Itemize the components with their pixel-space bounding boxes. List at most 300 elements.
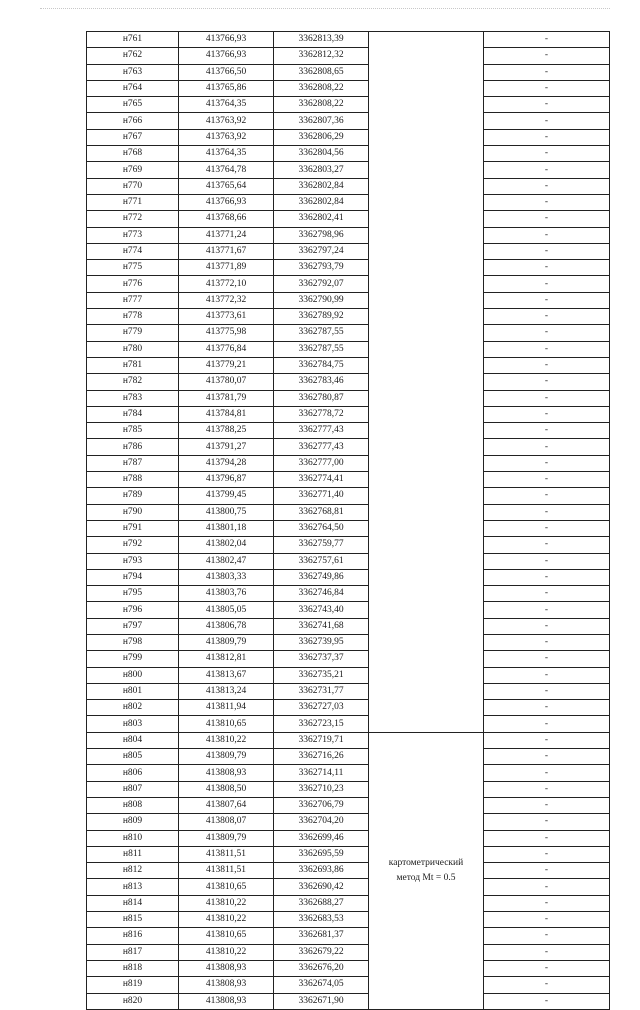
- error-cell: -: [484, 586, 610, 602]
- error-cell: -: [484, 993, 610, 1009]
- x-coordinate-cell: 413768,66: [179, 211, 274, 227]
- y-coordinate-cell: 3362808,22: [274, 80, 369, 96]
- x-coordinate-cell: 413802,47: [179, 553, 274, 569]
- error-cell: -: [484, 830, 610, 846]
- x-coordinate-cell: 413764,35: [179, 97, 274, 113]
- error-cell: -: [484, 863, 610, 879]
- x-coordinate-cell: 413772,32: [179, 292, 274, 308]
- point-number-cell: н764: [87, 80, 179, 96]
- point-number-cell: н761: [87, 32, 179, 48]
- table-row: [87, 830, 610, 846]
- point-number-cell: н784: [87, 406, 179, 422]
- table-row: [87, 797, 610, 813]
- error-cell: -: [484, 64, 610, 80]
- y-coordinate-cell: 3362671,90: [274, 993, 369, 1009]
- table-row: [87, 602, 610, 618]
- table-row: [87, 97, 610, 113]
- y-coordinate-cell: 3362787,55: [274, 341, 369, 357]
- y-coordinate-cell: 3362681,37: [274, 928, 369, 944]
- table-row: [87, 993, 610, 1009]
- coordinates-table: [86, 31, 610, 1010]
- point-number-cell: н813: [87, 879, 179, 895]
- point-number-cell: н805: [87, 749, 179, 765]
- error-cell: -: [484, 97, 610, 113]
- error-cell: -: [484, 879, 610, 895]
- y-coordinate-cell: 3362674,05: [274, 977, 369, 993]
- x-coordinate-cell: 413813,67: [179, 667, 274, 683]
- point-number-cell: н806: [87, 765, 179, 781]
- table-row: [87, 732, 610, 748]
- x-coordinate-cell: 413809,79: [179, 634, 274, 650]
- x-coordinate-cell: 413788,25: [179, 423, 274, 439]
- point-number-cell: н810: [87, 830, 179, 846]
- x-coordinate-cell: 413807,64: [179, 797, 274, 813]
- x-coordinate-cell: 413765,86: [179, 80, 274, 96]
- scan-edge-artifact: [40, 8, 610, 13]
- x-coordinate-cell: 413773,61: [179, 309, 274, 325]
- point-number-cell: н803: [87, 716, 179, 732]
- point-number-cell: н797: [87, 618, 179, 634]
- y-coordinate-cell: 3362777,43: [274, 423, 369, 439]
- point-number-cell: н816: [87, 928, 179, 944]
- y-coordinate-cell: 3362723,15: [274, 716, 369, 732]
- y-coordinate-cell: 3362710,23: [274, 781, 369, 797]
- y-coordinate-cell: 3362808,22: [274, 97, 369, 113]
- error-cell: -: [484, 765, 610, 781]
- point-number-cell: н765: [87, 97, 179, 113]
- x-coordinate-cell: 413776,84: [179, 341, 274, 357]
- y-coordinate-cell: 3362679,22: [274, 944, 369, 960]
- x-coordinate-cell: 413803,33: [179, 569, 274, 585]
- x-coordinate-cell: 413772,10: [179, 276, 274, 292]
- error-cell: -: [484, 32, 610, 48]
- y-coordinate-cell: 3362764,50: [274, 520, 369, 536]
- y-coordinate-cell: 3362699,46: [274, 830, 369, 846]
- x-coordinate-cell: 413810,65: [179, 928, 274, 944]
- point-number-cell: н799: [87, 651, 179, 667]
- x-coordinate-cell: 413763,92: [179, 113, 274, 129]
- error-cell: -: [484, 80, 610, 96]
- point-number-cell: н812: [87, 863, 179, 879]
- table-row: [87, 879, 610, 895]
- y-coordinate-cell: 3362792,07: [274, 276, 369, 292]
- error-cell: -: [484, 309, 610, 325]
- error-cell: -: [484, 146, 610, 162]
- table-row: [87, 276, 610, 292]
- point-number-cell: н804: [87, 732, 179, 748]
- table-row: [87, 472, 610, 488]
- y-coordinate-cell: 3362790,99: [274, 292, 369, 308]
- error-cell: -: [484, 374, 610, 390]
- y-coordinate-cell: 3362695,59: [274, 846, 369, 862]
- error-cell: -: [484, 781, 610, 797]
- point-number-cell: н796: [87, 602, 179, 618]
- method-cell-group-2: [369, 732, 484, 1009]
- table-row: [87, 227, 610, 243]
- table-row: [87, 912, 610, 928]
- x-coordinate-cell: 413765,64: [179, 178, 274, 194]
- y-coordinate-cell: 3362739,95: [274, 634, 369, 650]
- y-coordinate-cell: 3362806,29: [274, 129, 369, 145]
- table-row: [87, 863, 610, 879]
- point-number-cell: н768: [87, 146, 179, 162]
- x-coordinate-cell: 413766,93: [179, 194, 274, 210]
- point-number-cell: н789: [87, 488, 179, 504]
- table-row: [87, 716, 610, 732]
- table-row: [87, 683, 610, 699]
- point-number-cell: н770: [87, 178, 179, 194]
- y-coordinate-cell: 3362807,36: [274, 113, 369, 129]
- point-number-cell: н800: [87, 667, 179, 683]
- table-row: [87, 618, 610, 634]
- table-row: [87, 194, 610, 210]
- table-row: [87, 520, 610, 536]
- x-coordinate-cell: 413812,81: [179, 651, 274, 667]
- table-row: [87, 390, 610, 406]
- error-cell: -: [484, 439, 610, 455]
- table-row: [87, 749, 610, 765]
- table-row: [87, 634, 610, 650]
- y-coordinate-cell: 3362714,11: [274, 765, 369, 781]
- point-number-cell: н798: [87, 634, 179, 650]
- table-row: [87, 178, 610, 194]
- y-coordinate-cell: 3362716,26: [274, 749, 369, 765]
- x-coordinate-cell: 413808,07: [179, 814, 274, 830]
- x-coordinate-cell: 413779,21: [179, 357, 274, 373]
- table-row: [87, 162, 610, 178]
- table-row: [87, 64, 610, 80]
- y-coordinate-cell: 3362798,96: [274, 227, 369, 243]
- method-accuracy-text: метод Mt = 0.5: [396, 872, 456, 883]
- y-coordinate-cell: 3362741,68: [274, 618, 369, 634]
- method-cell-group-1: [369, 32, 484, 733]
- y-coordinate-cell: 3362793,79: [274, 260, 369, 276]
- x-coordinate-cell: 413799,45: [179, 488, 274, 504]
- point-number-cell: н808: [87, 797, 179, 813]
- error-cell: -: [484, 716, 610, 732]
- error-cell: -: [484, 700, 610, 716]
- y-coordinate-cell: 3362778,72: [274, 406, 369, 422]
- error-cell: -: [484, 260, 610, 276]
- y-coordinate-cell: 3362749,86: [274, 569, 369, 585]
- table-row: [87, 309, 610, 325]
- x-coordinate-cell: 413805,05: [179, 602, 274, 618]
- table-row: [87, 765, 610, 781]
- y-coordinate-cell: 3362808,65: [274, 64, 369, 80]
- error-cell: -: [484, 667, 610, 683]
- table-row: [87, 586, 610, 602]
- y-coordinate-cell: 3362690,42: [274, 879, 369, 895]
- x-coordinate-cell: 413813,24: [179, 683, 274, 699]
- table-row: [87, 260, 610, 276]
- x-coordinate-cell: 413809,79: [179, 830, 274, 846]
- x-coordinate-cell: 413780,07: [179, 374, 274, 390]
- error-cell: -: [484, 113, 610, 129]
- x-coordinate-cell: 413781,79: [179, 390, 274, 406]
- y-coordinate-cell: 3362731,77: [274, 683, 369, 699]
- error-cell: -: [484, 504, 610, 520]
- x-coordinate-cell: 413802,04: [179, 537, 274, 553]
- table-row: [87, 977, 610, 993]
- y-coordinate-cell: 3362813,39: [274, 32, 369, 48]
- x-coordinate-cell: 413766,93: [179, 48, 274, 64]
- table-row: [87, 944, 610, 960]
- x-coordinate-cell: 413810,22: [179, 732, 274, 748]
- point-number-cell: н788: [87, 472, 179, 488]
- y-coordinate-cell: 3362789,92: [274, 309, 369, 325]
- y-coordinate-cell: 3362743,40: [274, 602, 369, 618]
- error-cell: -: [484, 211, 610, 227]
- x-coordinate-cell: 413771,67: [179, 243, 274, 259]
- table-row: [87, 243, 610, 259]
- error-cell: -: [484, 423, 610, 439]
- x-coordinate-cell: 413771,89: [179, 260, 274, 276]
- y-coordinate-cell: 3362746,84: [274, 586, 369, 602]
- x-coordinate-cell: 413810,22: [179, 895, 274, 911]
- error-cell: -: [484, 227, 610, 243]
- x-coordinate-cell: 413796,87: [179, 472, 274, 488]
- point-number-cell: н769: [87, 162, 179, 178]
- y-coordinate-cell: 3362803,27: [274, 162, 369, 178]
- point-number-cell: н814: [87, 895, 179, 911]
- point-number-cell: н779: [87, 325, 179, 341]
- y-coordinate-cell: 3362771,40: [274, 488, 369, 504]
- point-number-cell: н781: [87, 357, 179, 373]
- x-coordinate-cell: 413810,65: [179, 879, 274, 895]
- error-cell: -: [484, 406, 610, 422]
- error-cell: -: [484, 472, 610, 488]
- error-cell: -: [484, 732, 610, 748]
- point-number-cell: н815: [87, 912, 179, 928]
- point-number-cell: н794: [87, 569, 179, 585]
- point-number-cell: н785: [87, 423, 179, 439]
- table-row: [87, 928, 610, 944]
- point-number-cell: н777: [87, 292, 179, 308]
- x-coordinate-cell: 413808,93: [179, 960, 274, 976]
- point-number-cell: н780: [87, 341, 179, 357]
- y-coordinate-cell: 3362693,86: [274, 863, 369, 879]
- point-number-cell: н793: [87, 553, 179, 569]
- point-number-cell: н776: [87, 276, 179, 292]
- x-coordinate-cell: 413764,35: [179, 146, 274, 162]
- error-cell: -: [484, 797, 610, 813]
- x-coordinate-cell: 413810,22: [179, 944, 274, 960]
- error-cell: -: [484, 944, 610, 960]
- x-coordinate-cell: 413809,79: [179, 749, 274, 765]
- x-coordinate-cell: 413808,50: [179, 781, 274, 797]
- point-number-cell: н809: [87, 814, 179, 830]
- table-row: [87, 325, 610, 341]
- method-name-text: картометрический: [388, 857, 464, 868]
- error-cell: -: [484, 928, 610, 944]
- error-cell: -: [484, 390, 610, 406]
- point-number-cell: н767: [87, 129, 179, 145]
- table-row: [87, 146, 610, 162]
- error-cell: -: [484, 194, 610, 210]
- x-coordinate-cell: 413766,50: [179, 64, 274, 80]
- point-number-cell: н818: [87, 960, 179, 976]
- table-row: [87, 895, 610, 911]
- error-cell: -: [484, 48, 610, 64]
- x-coordinate-cell: 413791,27: [179, 439, 274, 455]
- x-coordinate-cell: 413766,93: [179, 32, 274, 48]
- point-number-cell: н807: [87, 781, 179, 797]
- x-coordinate-cell: 413806,78: [179, 618, 274, 634]
- y-coordinate-cell: 3362735,21: [274, 667, 369, 683]
- point-number-cell: н773: [87, 227, 179, 243]
- table-row: [87, 406, 610, 422]
- x-coordinate-cell: 413810,65: [179, 716, 274, 732]
- point-number-cell: н802: [87, 700, 179, 716]
- y-coordinate-cell: 3362759,77: [274, 537, 369, 553]
- y-coordinate-cell: 3362780,87: [274, 390, 369, 406]
- error-cell: -: [484, 357, 610, 373]
- table-row: [87, 439, 610, 455]
- error-cell: -: [484, 243, 610, 259]
- error-cell: -: [484, 129, 610, 145]
- error-cell: -: [484, 455, 610, 471]
- table-row: [87, 700, 610, 716]
- error-cell: -: [484, 683, 610, 699]
- table-row: [87, 488, 610, 504]
- y-coordinate-cell: 3362777,43: [274, 439, 369, 455]
- y-coordinate-cell: 3362783,46: [274, 374, 369, 390]
- point-number-cell: н772: [87, 211, 179, 227]
- error-cell: -: [484, 178, 610, 194]
- error-cell: -: [484, 520, 610, 536]
- y-coordinate-cell: 3362802,41: [274, 211, 369, 227]
- table-row: [87, 341, 610, 357]
- error-cell: -: [484, 618, 610, 634]
- y-coordinate-cell: 3362737,37: [274, 651, 369, 667]
- y-coordinate-cell: 3362706,79: [274, 797, 369, 813]
- error-cell: -: [484, 912, 610, 928]
- y-coordinate-cell: 3362727,03: [274, 700, 369, 716]
- x-coordinate-cell: 413763,92: [179, 129, 274, 145]
- x-coordinate-cell: 413775,98: [179, 325, 274, 341]
- error-cell: -: [484, 276, 610, 292]
- point-number-cell: н819: [87, 977, 179, 993]
- point-number-cell: н774: [87, 243, 179, 259]
- point-number-cell: н820: [87, 993, 179, 1009]
- y-coordinate-cell: 3362676,20: [274, 960, 369, 976]
- x-coordinate-cell: 413803,76: [179, 586, 274, 602]
- point-number-cell: н817: [87, 944, 179, 960]
- coordinates-table-body: [87, 32, 610, 1010]
- y-coordinate-cell: 3362804,56: [274, 146, 369, 162]
- table-row: [87, 32, 610, 48]
- error-cell: -: [484, 537, 610, 553]
- x-coordinate-cell: 413808,93: [179, 993, 274, 1009]
- table-row: [87, 504, 610, 520]
- table-row: [87, 113, 610, 129]
- y-coordinate-cell: 3362784,75: [274, 357, 369, 373]
- point-number-cell: н762: [87, 48, 179, 64]
- x-coordinate-cell: 413810,22: [179, 912, 274, 928]
- error-cell: -: [484, 341, 610, 357]
- x-coordinate-cell: 413808,93: [179, 765, 274, 781]
- table-row: [87, 667, 610, 683]
- point-number-cell: н790: [87, 504, 179, 520]
- point-number-cell: н791: [87, 520, 179, 536]
- table-row: [87, 960, 610, 976]
- y-coordinate-cell: 3362688,27: [274, 895, 369, 911]
- y-coordinate-cell: 3362797,24: [274, 243, 369, 259]
- error-cell: -: [484, 553, 610, 569]
- x-coordinate-cell: 413794,28: [179, 455, 274, 471]
- x-coordinate-cell: 413811,51: [179, 846, 274, 862]
- table-row: [87, 357, 610, 373]
- error-cell: -: [484, 325, 610, 341]
- error-cell: -: [484, 749, 610, 765]
- point-number-cell: н811: [87, 846, 179, 862]
- point-number-cell: н787: [87, 455, 179, 471]
- table-row: [87, 781, 610, 797]
- table-row: [87, 846, 610, 862]
- y-coordinate-cell: 3362787,55: [274, 325, 369, 341]
- x-coordinate-cell: 413801,18: [179, 520, 274, 536]
- y-coordinate-cell: 3362768,81: [274, 504, 369, 520]
- table-row: [87, 651, 610, 667]
- table-row: [87, 423, 610, 439]
- y-coordinate-cell: 3362777,00: [274, 455, 369, 471]
- y-coordinate-cell: 3362757,61: [274, 553, 369, 569]
- error-cell: -: [484, 977, 610, 993]
- error-cell: -: [484, 162, 610, 178]
- point-number-cell: н763: [87, 64, 179, 80]
- x-coordinate-cell: 413771,24: [179, 227, 274, 243]
- y-coordinate-cell: 3362719,71: [274, 732, 369, 748]
- point-number-cell: н792: [87, 537, 179, 553]
- table-row: [87, 80, 610, 96]
- y-coordinate-cell: 3362802,84: [274, 194, 369, 210]
- point-number-cell: н783: [87, 390, 179, 406]
- x-coordinate-cell: 413811,94: [179, 700, 274, 716]
- point-number-cell: н766: [87, 113, 179, 129]
- error-cell: -: [484, 602, 610, 618]
- table-row: [87, 211, 610, 227]
- table-row: [87, 374, 610, 390]
- point-number-cell: н782: [87, 374, 179, 390]
- x-coordinate-cell: 413800,75: [179, 504, 274, 520]
- table-row: [87, 48, 610, 64]
- point-number-cell: н775: [87, 260, 179, 276]
- y-coordinate-cell: 3362774,41: [274, 472, 369, 488]
- point-number-cell: н778: [87, 309, 179, 325]
- error-cell: -: [484, 292, 610, 308]
- error-cell: -: [484, 651, 610, 667]
- error-cell: -: [484, 488, 610, 504]
- error-cell: -: [484, 814, 610, 830]
- table-row: [87, 537, 610, 553]
- error-cell: -: [484, 634, 610, 650]
- x-coordinate-cell: 413764,78: [179, 162, 274, 178]
- y-coordinate-cell: 3362812,32: [274, 48, 369, 64]
- table-row: [87, 569, 610, 585]
- table-row: [87, 455, 610, 471]
- table-row: [87, 553, 610, 569]
- point-number-cell: н786: [87, 439, 179, 455]
- y-coordinate-cell: 3362704,20: [274, 814, 369, 830]
- table-row: [87, 292, 610, 308]
- error-cell: -: [484, 846, 610, 862]
- point-number-cell: н801: [87, 683, 179, 699]
- table-row: [87, 129, 610, 145]
- y-coordinate-cell: 3362683,53: [274, 912, 369, 928]
- table-row: [87, 814, 610, 830]
- error-cell: -: [484, 895, 610, 911]
- y-coordinate-cell: 3362802,84: [274, 178, 369, 194]
